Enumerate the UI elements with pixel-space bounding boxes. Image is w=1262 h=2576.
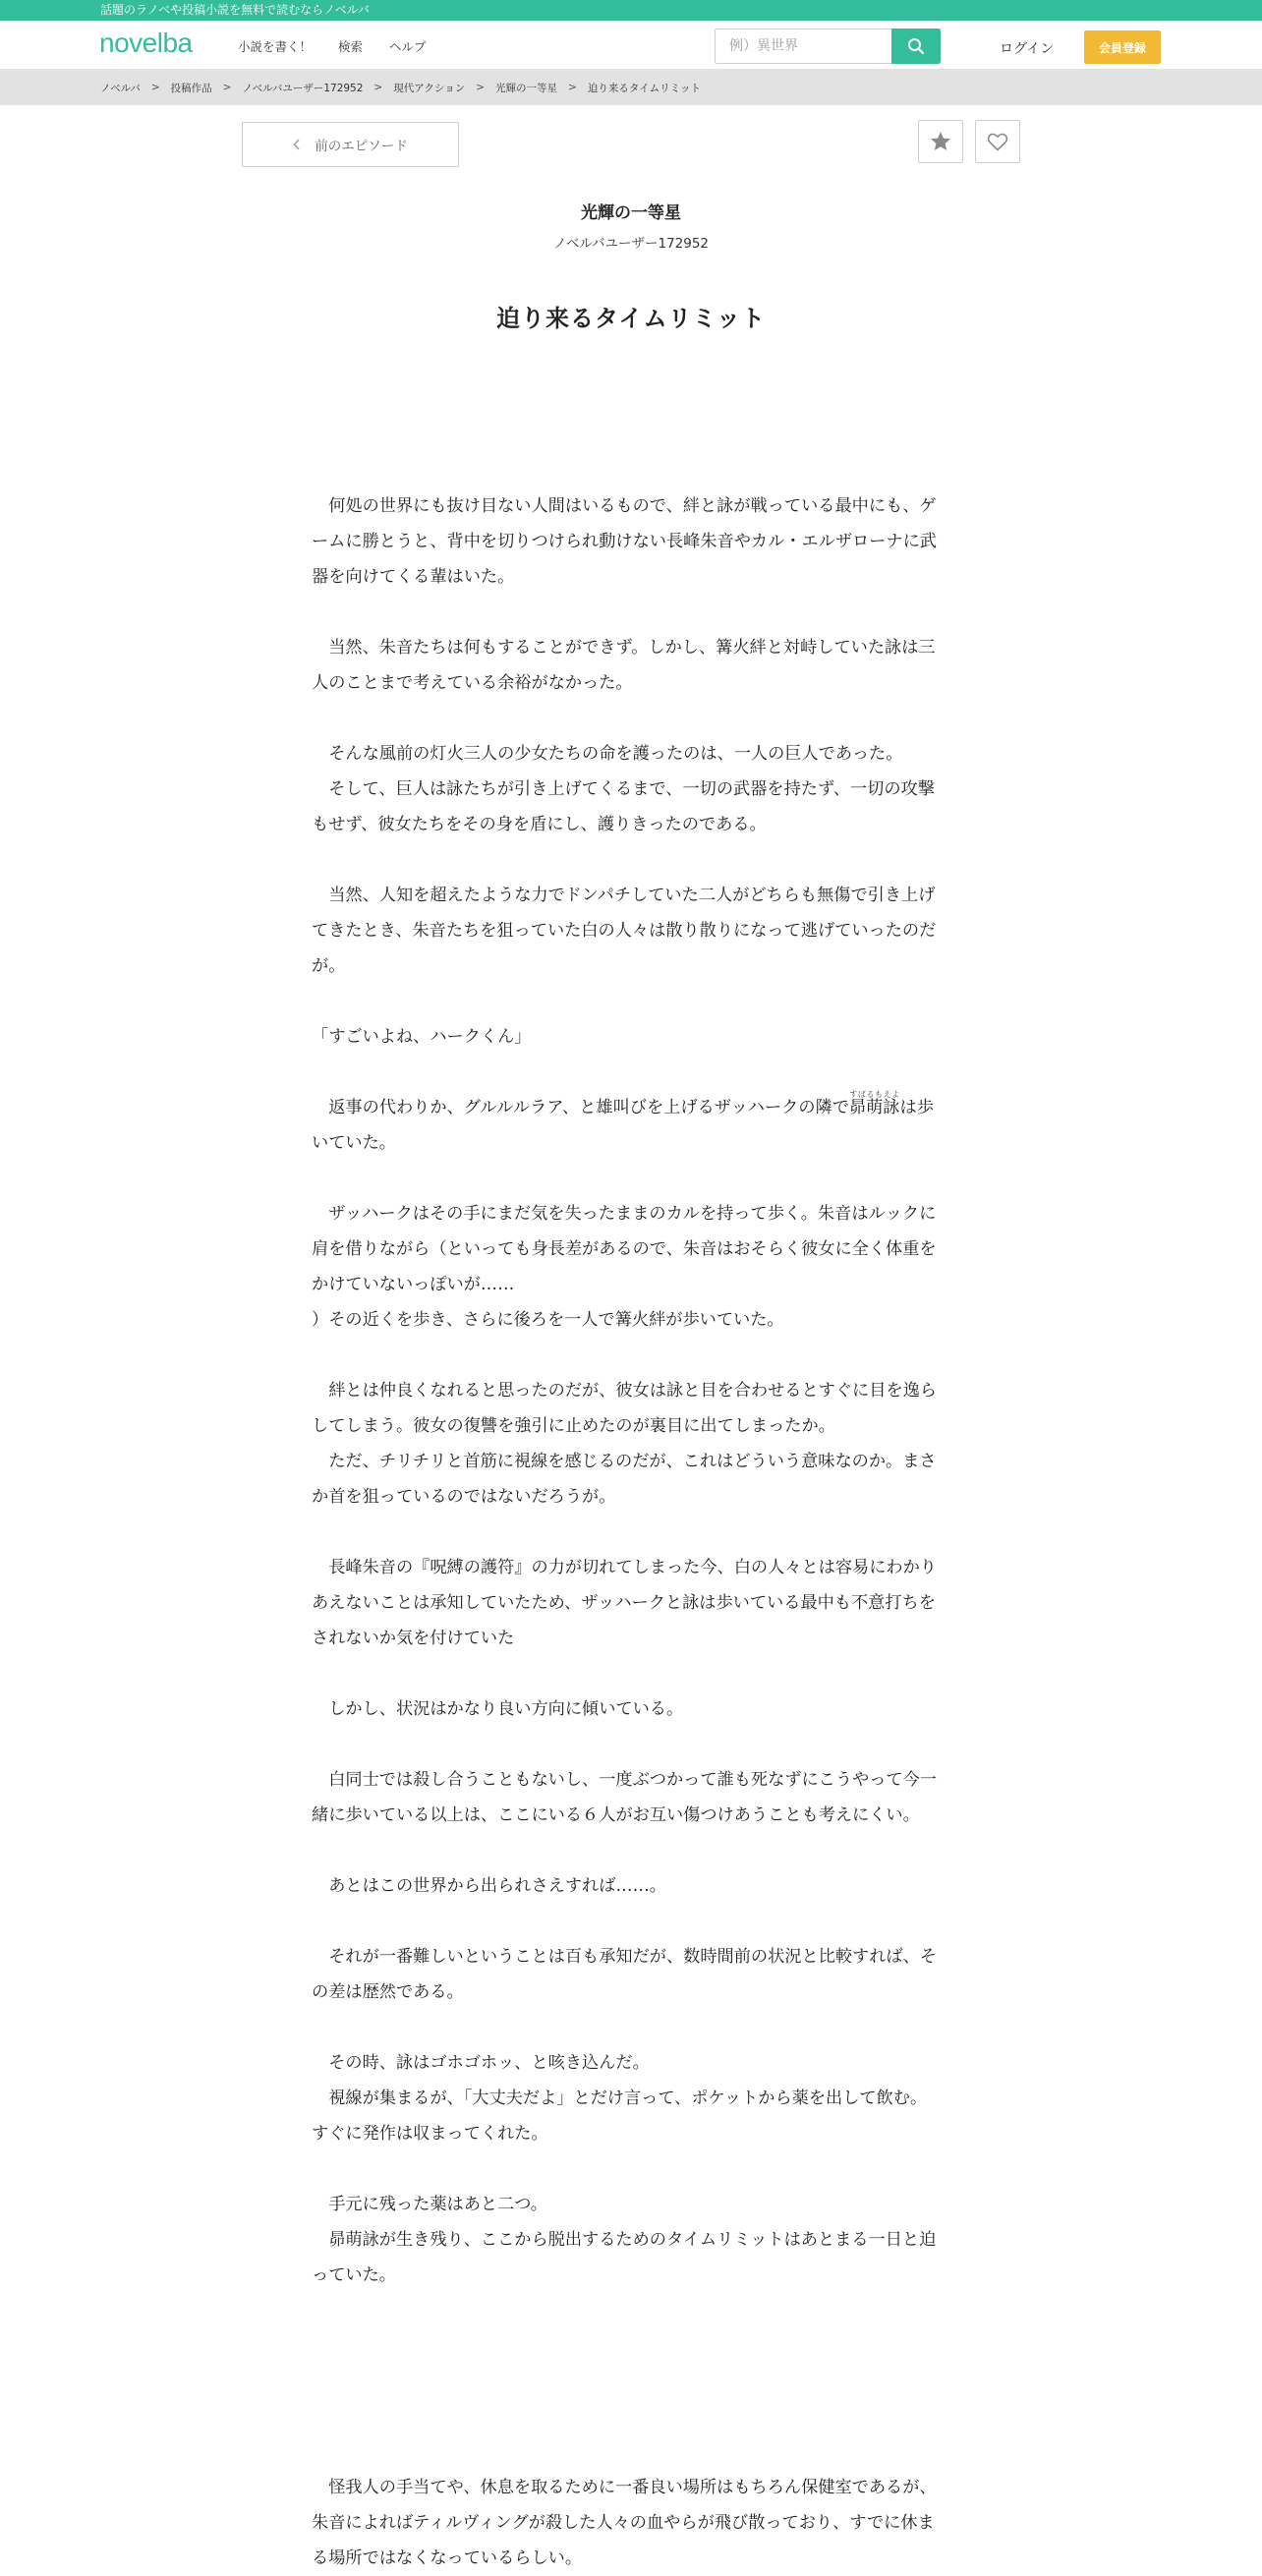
breadcrumb-item[interactable]: ノベルバ: [100, 82, 141, 94]
breadcrumb-separator: >: [150, 82, 160, 93]
body-paragraph: その時、詠はゴホゴホッ、と咳き込んだ。: [312, 2053, 650, 2073]
nav-search[interactable]: 検索: [338, 39, 364, 54]
bookmark-star-button[interactable]: [918, 120, 963, 163]
episode-title: 迫り来るタイムリミット: [495, 305, 767, 332]
body-paragraph: [312, 1656, 943, 1691]
breadcrumb-item[interactable]: 光輝の一等星: [495, 82, 558, 94]
body-text: は歩いていた。: [312, 1098, 934, 1153]
body-paragraph: 「すごいよね、ハークくん」: [312, 1027, 532, 1047]
body-paragraph: 手元に残った薬はあと二つ。: [312, 2195, 547, 2214]
ruby-annotation: 昴萌詠すばるもえよ: [848, 1090, 900, 1117]
body-paragraph: [312, 2434, 943, 2470]
body-paragraph: [312, 1904, 943, 1939]
body-paragraph: [312, 1515, 943, 1550]
breadcrumb-item[interactable]: 現代アクション: [393, 82, 466, 94]
body-paragraph: [312, 453, 943, 488]
body-text: 返事の代わりか、グルルルラア、と雄叫びを上げるザッハークの隣で: [312, 1098, 849, 1117]
star-icon: [929, 130, 952, 153]
body-paragraph: [312, 2293, 943, 2328]
body-paragraph: [312, 1727, 943, 1762]
author-name[interactable]: ノベルバユーザー172952: [552, 236, 710, 252]
breadcrumb-item[interactable]: 迫り来るタイムリミット: [587, 82, 701, 94]
nav-help[interactable]: ヘルプ: [389, 39, 427, 54]
tagline-text: 話題のラノベや投稿小説を無料で読むならノベルバ: [100, 3, 370, 17]
site-logo[interactable]: novelba: [99, 28, 193, 58]
breadcrumb: [0, 70, 1262, 105]
body-paragraph: ）その近くを歩き、さらに後ろを一人で篝火絆が歩いていた。: [312, 1310, 784, 1330]
body-paragraph: 視線が集まるが、「大丈夫だよ」とだけ言って、ポケットから薬を出して飲む。すぐに発作は収まってくれた。: [312, 2089, 928, 2144]
breadcrumb-item[interactable]: 投稿作品: [170, 82, 212, 94]
body-paragraph: 昴萌詠が生き残り、ここから脱出するためのタイムリミットはあとまる一日と迫っていた。: [312, 2230, 937, 2285]
series-title[interactable]: 光輝の一等星: [581, 203, 681, 223]
body-paragraph: 絆とは仲良くなれると思ったのだが、彼女は詠と目を合わせるとすぐに目を逸らしてしまう。彼女の復讐を強引に止めたのが裏目に出てしまったか。: [312, 1381, 937, 1436]
body-paragraph: [312, 2010, 943, 2045]
login-link[interactable]: ログイン: [1000, 41, 1055, 57]
site-header: [0, 21, 1262, 70]
body-paragraph: 当然、朱音たちは何もすることができず。しかし、篝火絆と対峙していた詠は三人のことまで考えている余裕がなかった。: [312, 638, 936, 693]
search-button[interactable]: [891, 29, 941, 64]
body-paragraph: 怪我人の手当てや、休息を取るために一番良い場所はもちろん保健室であるが、朱音によればティルヴィングが殺した人々の血やらが飛び散っており、すでに休まる場所ではなくなっているらしい。: [312, 2478, 937, 2568]
body-paragraph: [312, 2399, 943, 2434]
search-icon: [907, 37, 925, 55]
breadcrumb-item[interactable]: ノベルバユーザー172952: [242, 82, 364, 94]
body-paragraph: [312, 2328, 943, 2364]
breadcrumb-separator: >: [568, 82, 577, 93]
body-paragraph: [312, 1055, 943, 1090]
nav-write-novel[interactable]: 小説を書く！: [238, 39, 313, 54]
body-paragraph: ザッハークはその手にまだ気を失ったままのカルを持って歩く。朱音はルックに肩を借りながら（といっても身長差があるので、朱音はおそらく彼女に全く体重をかけていないっぽいが……: [312, 1204, 937, 1294]
body-paragraph: そして、巨人は詠たちが引き上げてくるまで、一切の武器を持たず、一切の攻撃もせず、彼女たちをその身を盾にし、護りきったのである。: [312, 779, 935, 834]
body-paragraph: [312, 1833, 943, 1868]
body-paragraph: 当然、人知を超えたような力でドンパチしていた二人がどちらも無傷で引き上げてきたとき、朱音たちを狙っていた白の人々は散り散りになって逃げていったのだが。: [312, 886, 937, 976]
body-paragraph: ただ、チリチリと首筋に視線を感じるのだが、これはどういう意味なのか。まさか首を狙っているのではないだろうが。: [312, 1452, 937, 1507]
prev-episode-button[interactable]: [242, 122, 459, 167]
body-paragraph: [312, 1338, 943, 1373]
breadcrumb-separator: >: [222, 82, 232, 93]
register-button[interactable]: 会員登録: [1084, 30, 1161, 64]
body-paragraph: [312, 418, 943, 453]
body-paragraph: あとはこの世界から出られさえすれば……。: [312, 1876, 666, 1896]
body-paragraph: [312, 842, 943, 878]
body-paragraph: それが一番難しいということは百も承知だが、数時間前の状況と比較すれば、その差は歴然である。: [312, 1947, 937, 2002]
body-paragraph: 白同士では殺し合うこともないし、一度ぶつかって誰も死なずにこうやって今一緒に歩いている以上は、ここにいる６人がお互い傷つけあうことも考えにくい。: [312, 1770, 937, 1825]
body-paragraph: [312, 2364, 943, 2399]
body-paragraph: そんな風前の灯火三人の少女たちの命を護ったのは、一人の巨人であった。: [312, 744, 903, 764]
heart-icon: [986, 130, 1009, 153]
main-nav: [238, 37, 427, 55]
body-paragraph: 何処の世界にも抜け目ない人間はいるもので、絆と詠が戦っている最中にも、ゲームに勝とうと、背中を切りつけられ動けない長峰朱音やカル・エルザローナに武器を向けてくる輩はいた。: [312, 496, 937, 587]
breadcrumb-separator: >: [476, 82, 486, 93]
body-paragraph: 長峰朱音の『呪縛の護符』の力が切れてしまった今、白の人々とは容易にわかりあえないことは承知していたため、ザッハークと詠は歩いている最中も不意打ちをされないか気を付けていた: [312, 1558, 937, 1648]
body-paragraph: [312, 1090, 943, 1161]
breadcrumb-separator: >: [373, 82, 383, 93]
body-paragraph: [312, 1161, 943, 1196]
chevron-left-icon: [293, 139, 301, 150]
top-tagline-bar: [0, 0, 1262, 21]
body-paragraph: [312, 2151, 943, 2187]
body-paragraph: [312, 701, 943, 736]
body-paragraph: [312, 984, 943, 1019]
body-paragraph: [312, 595, 943, 630]
body-paragraph: しかし、状況はかなり良い方向に傾いている。: [312, 1699, 684, 1719]
prev-episode-label: 前のエピソード: [315, 139, 408, 154]
favorite-heart-button[interactable]: [975, 120, 1020, 163]
novel-body: [312, 418, 943, 2576]
